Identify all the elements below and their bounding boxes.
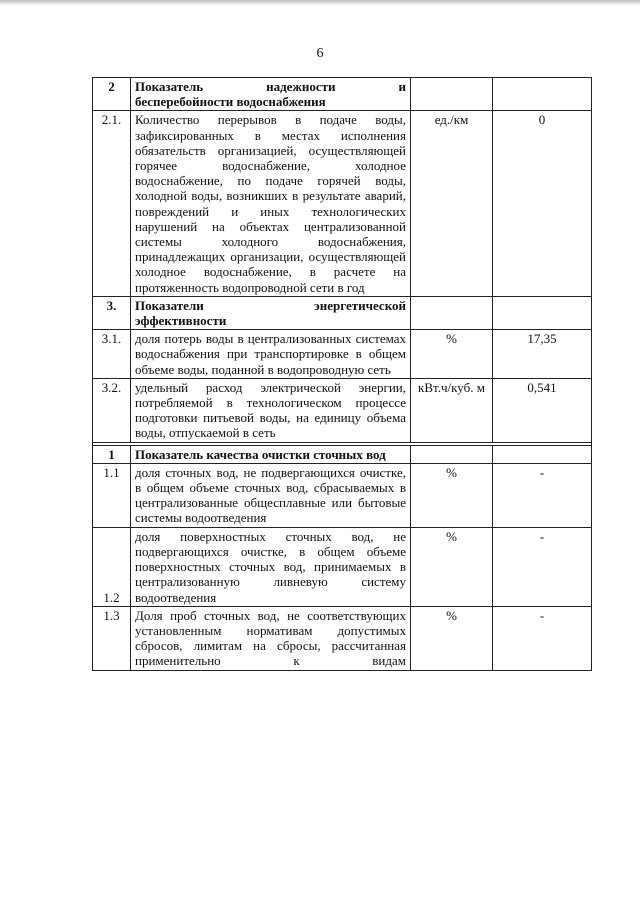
value-cell [493, 296, 592, 329]
row-number: 3. [93, 296, 131, 329]
page-number: 6 [316, 46, 324, 61]
table-row [93, 527, 592, 606]
unit-cell [411, 445, 493, 463]
table-row [93, 445, 592, 463]
indicator-description: доля потерь воды в централизованных системах водоснабжения при транспортировке в общем объеме воды, поданной в водопроводную сеть [131, 330, 411, 379]
value-cell [493, 445, 592, 463]
unit-cell: ед./км [411, 111, 493, 296]
row-number: 1.1 [93, 463, 131, 527]
table-row [93, 78, 592, 111]
table-row [93, 463, 592, 527]
value-cell: 17,35 [493, 330, 592, 379]
unit-cell: % [411, 527, 493, 606]
unit-cell: % [411, 330, 493, 379]
indicator-description: доля сточных вод, не подвергающихся очистке, в общем объеме сточных вод, сбрасываемых в централизованные общесплавные или бытовые системы водоотведения [131, 463, 411, 527]
unit-cell: % [411, 606, 493, 670]
title-word: и [398, 79, 406, 94]
title-line: эффективности [135, 313, 227, 329]
scan-edge [0, 0, 640, 6]
table-row [93, 606, 592, 670]
value-cell: - [493, 606, 592, 670]
title-word: Показатели [135, 297, 204, 313]
indicator-description: Количество перерывов в подаче воды, зафиксированных в местах исполнения обязательств организацией, осуществляющей горячее водоснабжение, холодное водоснабжение, по подаче горячей воды, холодной воды, возникших в результате аварий, повреждений и иных технологических нарушений на объектах централизованной системы холодного водоснабжения, принадлежащих организации, осуществляющей холодное водоснабжение, в расчете на протяженность водопроводной сети в год [131, 111, 411, 296]
value-cell [493, 78, 592, 111]
unit-cell [411, 78, 493, 111]
row-number: 3.1. [93, 330, 131, 379]
value-cell: - [493, 463, 592, 527]
row-number: 2 [93, 78, 131, 111]
title-word: Показатель [135, 79, 204, 94]
indicators-table [92, 77, 592, 671]
table-row [93, 111, 592, 296]
value-cell: 0 [493, 111, 592, 296]
indicator-description: удельный расход электрической энергии, потребляемой в технологическом процессе подготовки питьевой воды, на единицу объема воды, отпускаемой в сеть [131, 378, 411, 442]
title-line: бесперебойности водоснабжения [135, 94, 326, 110]
table-row [93, 330, 592, 379]
indicator-group-title [131, 78, 411, 111]
title-word: надежности [266, 79, 336, 94]
indicator-group-title: Показатель качества очистки сточных вод [131, 445, 411, 463]
unit-cell: кВт.ч/куб. м [411, 378, 493, 442]
indicator-description: доля поверхностных сточных вод, не подвергающихся очистке, в общем объеме поверхностных сточных вод, принимаемых в централизованную ливневую систему водоотведения [131, 527, 411, 606]
table-row [93, 378, 592, 442]
indicator-group-title [131, 296, 411, 329]
unit-cell: % [411, 463, 493, 527]
row-number: 3.2. [93, 378, 131, 442]
row-number: 1.3 [93, 606, 131, 670]
value-cell: - [493, 527, 592, 606]
row-number: 2.1. [93, 111, 131, 296]
unit-cell [411, 296, 493, 329]
row-number: 1.2 [93, 527, 131, 606]
title-word: энергетической [314, 297, 406, 313]
indicator-description: Доля проб сточных вод, не соответствующих установленным нормативам допустимых сбросов, лимитам на сбросы, рассчитанная применительно к видам [131, 606, 411, 670]
value-cell: 0,541 [493, 378, 592, 442]
table-row [93, 296, 592, 329]
row-number: 1 [93, 445, 131, 463]
